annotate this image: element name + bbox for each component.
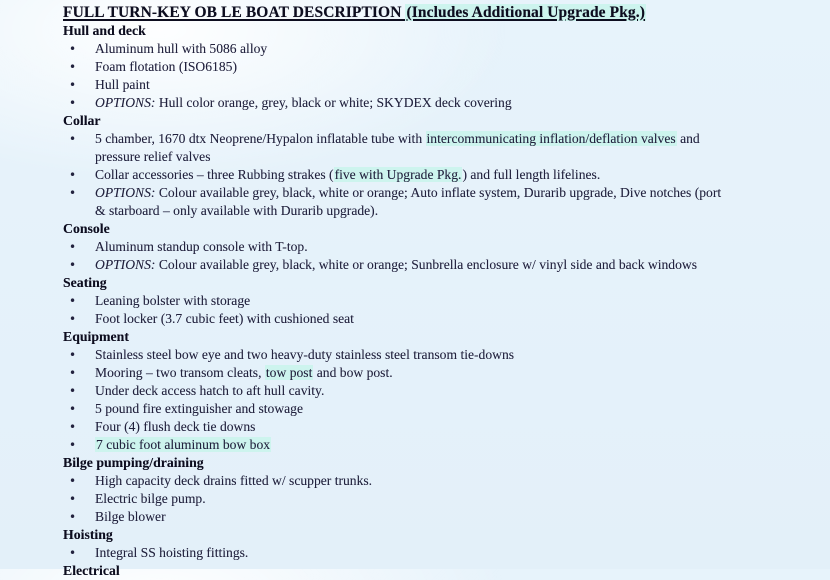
text-line (95, 76, 812, 94)
text-segment: Foot locker (3.7 cubic feet) with cushioned seat (95, 311, 354, 326)
text-segment: ) and full length lifelines. (462, 167, 601, 182)
text-segment: Hull paint (95, 77, 150, 92)
highlighted-text: 7 cubic foot aluminum bow box (96, 437, 271, 452)
bullet-icon: • (69, 60, 77, 74)
list-item (63, 472, 812, 490)
text-segment: OPTIONS: (95, 95, 156, 110)
section-heading: Collar (63, 113, 101, 128)
section (63, 274, 812, 328)
bullet-icon: • (69, 42, 77, 56)
list-item (63, 310, 812, 328)
text-line (95, 148, 812, 166)
text-segment: High capacity deck drains fitted w/ scupper trunks. (95, 473, 373, 488)
section (63, 328, 812, 454)
text-segment: Foam flotation (ISO6185) (95, 59, 237, 74)
document-title (63, 3, 812, 22)
list-item (63, 292, 812, 310)
highlighted-text: intercommunicating inflation/deflation valves (426, 131, 676, 146)
item-lines (95, 76, 812, 94)
bullet-icon: • (69, 258, 77, 272)
item-lines (95, 490, 812, 508)
section-heading: Seating (63, 275, 107, 290)
section-heading: Hull and deck (63, 23, 146, 38)
item-lines (95, 184, 812, 220)
text-segment: Leaning bolster with storage (95, 293, 251, 308)
text-segment: OPTIONS: (95, 257, 156, 272)
text-segment: Four (4) flush deck tie downs (95, 419, 256, 434)
sections (63, 22, 812, 580)
text-line (95, 346, 812, 364)
bullet-icon: • (69, 438, 77, 452)
list-item (63, 130, 812, 166)
list-item (63, 166, 812, 184)
item-lines (95, 256, 812, 274)
list-item (63, 238, 812, 256)
item-lines (95, 58, 812, 76)
text-segment: and (676, 131, 700, 146)
text-line (95, 184, 812, 202)
item-lines (95, 238, 812, 256)
bullet-icon: • (69, 132, 77, 146)
highlighted-text: tow post (265, 365, 313, 380)
item-lines (95, 166, 812, 184)
list-item (63, 508, 812, 526)
text-line (95, 130, 812, 148)
list-item (63, 364, 812, 382)
list-item (63, 382, 812, 400)
bullet-icon: • (69, 510, 77, 524)
bullet-icon: • (69, 402, 77, 416)
text-line (95, 40, 812, 58)
bullet-icon: • (69, 474, 77, 488)
text-segment: & starboard – only available with Durarib upgrade). (95, 203, 379, 218)
text-segment: 5 pound fire extinguisher and stowage (95, 401, 304, 416)
text-segment: Integral SS hoisting fittings. (95, 545, 249, 560)
text-segment: OPTIONS: (95, 185, 156, 200)
bullet-icon: • (69, 96, 77, 110)
section (63, 220, 812, 274)
text-segment: Collar accessories – three Rubbing strakes ( (95, 167, 334, 182)
section-heading: Console (63, 221, 110, 236)
section (63, 526, 812, 562)
section (63, 112, 812, 220)
bullet-icon: • (69, 546, 77, 560)
list-item (63, 184, 812, 220)
section (63, 454, 812, 526)
text-line (95, 310, 812, 328)
text-line (95, 472, 812, 490)
text-line (95, 364, 812, 382)
list-item (63, 76, 812, 94)
section-heading: Hoisting (63, 527, 113, 542)
bullet-icon: • (69, 420, 77, 434)
highlighted-text: five with Upgrade Pkg. (334, 167, 462, 182)
item-lines (95, 40, 812, 58)
text-segment: 5 chamber, 1670 dtx Neoprene/Hypalon inflatable tube with (95, 131, 426, 146)
list-item (63, 58, 812, 76)
text-line (95, 400, 812, 418)
item-lines (95, 544, 812, 562)
section-heading: Equipment (63, 329, 129, 344)
item-lines (95, 472, 812, 490)
text-segment: Colour available grey, black, white or orange; Sunbrella enclosure w/ vinyl side and back windows (155, 257, 698, 272)
list-item (63, 436, 812, 454)
text-segment: Hull color orange, grey, black or white; SKYDEX deck covering (155, 95, 512, 110)
bullet-icon: • (69, 294, 77, 308)
item-lines (95, 436, 812, 454)
bullet-icon: • (69, 240, 77, 254)
bullet-icon: • (69, 384, 77, 398)
bullet-icon: • (69, 186, 77, 200)
item-lines (95, 310, 812, 328)
item-lines (95, 94, 812, 112)
item-lines (95, 400, 812, 418)
bullet-icon: • (69, 348, 77, 362)
text-line (95, 508, 812, 526)
list-item (63, 94, 812, 112)
item-lines (95, 364, 812, 382)
text-line (95, 292, 812, 310)
text-segment: and bow post. (313, 365, 393, 380)
bullet-icon: • (69, 168, 77, 182)
highlighted-text: (Includes Additional Upgrade Pkg.) (406, 4, 646, 21)
text-segment: pressure relief valves (95, 149, 211, 164)
bullet-icon: • (69, 366, 77, 380)
text-line (95, 544, 812, 562)
text-segment: Mooring – two transom cleats, (95, 365, 265, 380)
text-line (95, 238, 812, 256)
section-heading: Electrical (63, 563, 120, 578)
text-line (95, 256, 812, 274)
item-lines (95, 292, 812, 310)
list-item (63, 256, 812, 274)
text-line (95, 94, 812, 112)
text-segment: Stainless steel bow eye and two heavy-duty stainless steel transom tie-downs (95, 347, 515, 362)
list-item (63, 418, 812, 436)
section (63, 562, 812, 580)
section-heading: Bilge pumping/draining (63, 455, 204, 470)
text-line (95, 202, 812, 220)
bullet-icon: • (69, 492, 77, 506)
text-line (95, 418, 812, 436)
list-item (63, 544, 812, 562)
list-item (63, 490, 812, 508)
text-segment: FULL TURN-KEY OB LE BOAT DESCRIPTION (63, 4, 406, 21)
item-lines (95, 346, 812, 364)
item-lines (95, 508, 812, 526)
text-segment: Colour available grey, black, white or orange; Auto inflate system, Durarib upgrade, Dive notches (port (155, 185, 722, 200)
text-segment: Aluminum standup console with T-top. (95, 239, 308, 254)
text-segment: Aluminum hull with 5086 alloy (95, 41, 268, 56)
text-line (95, 166, 812, 184)
text-line (95, 382, 812, 400)
text-segment: Under deck access hatch to aft hull cavity. (95, 383, 325, 398)
list-item (63, 400, 812, 418)
text-segment: Electric bilge pump. (95, 491, 206, 506)
bullet-icon: • (69, 78, 77, 92)
bullet-icon: • (69, 312, 77, 326)
item-lines (95, 382, 812, 400)
item-lines (95, 418, 812, 436)
list-item (63, 346, 812, 364)
item-lines (95, 130, 812, 166)
text-line (95, 436, 812, 454)
text-segment: Bilge blower (95, 509, 166, 524)
list-item (63, 40, 812, 58)
text-line (95, 490, 812, 508)
section (63, 22, 812, 112)
text-line (95, 58, 812, 76)
